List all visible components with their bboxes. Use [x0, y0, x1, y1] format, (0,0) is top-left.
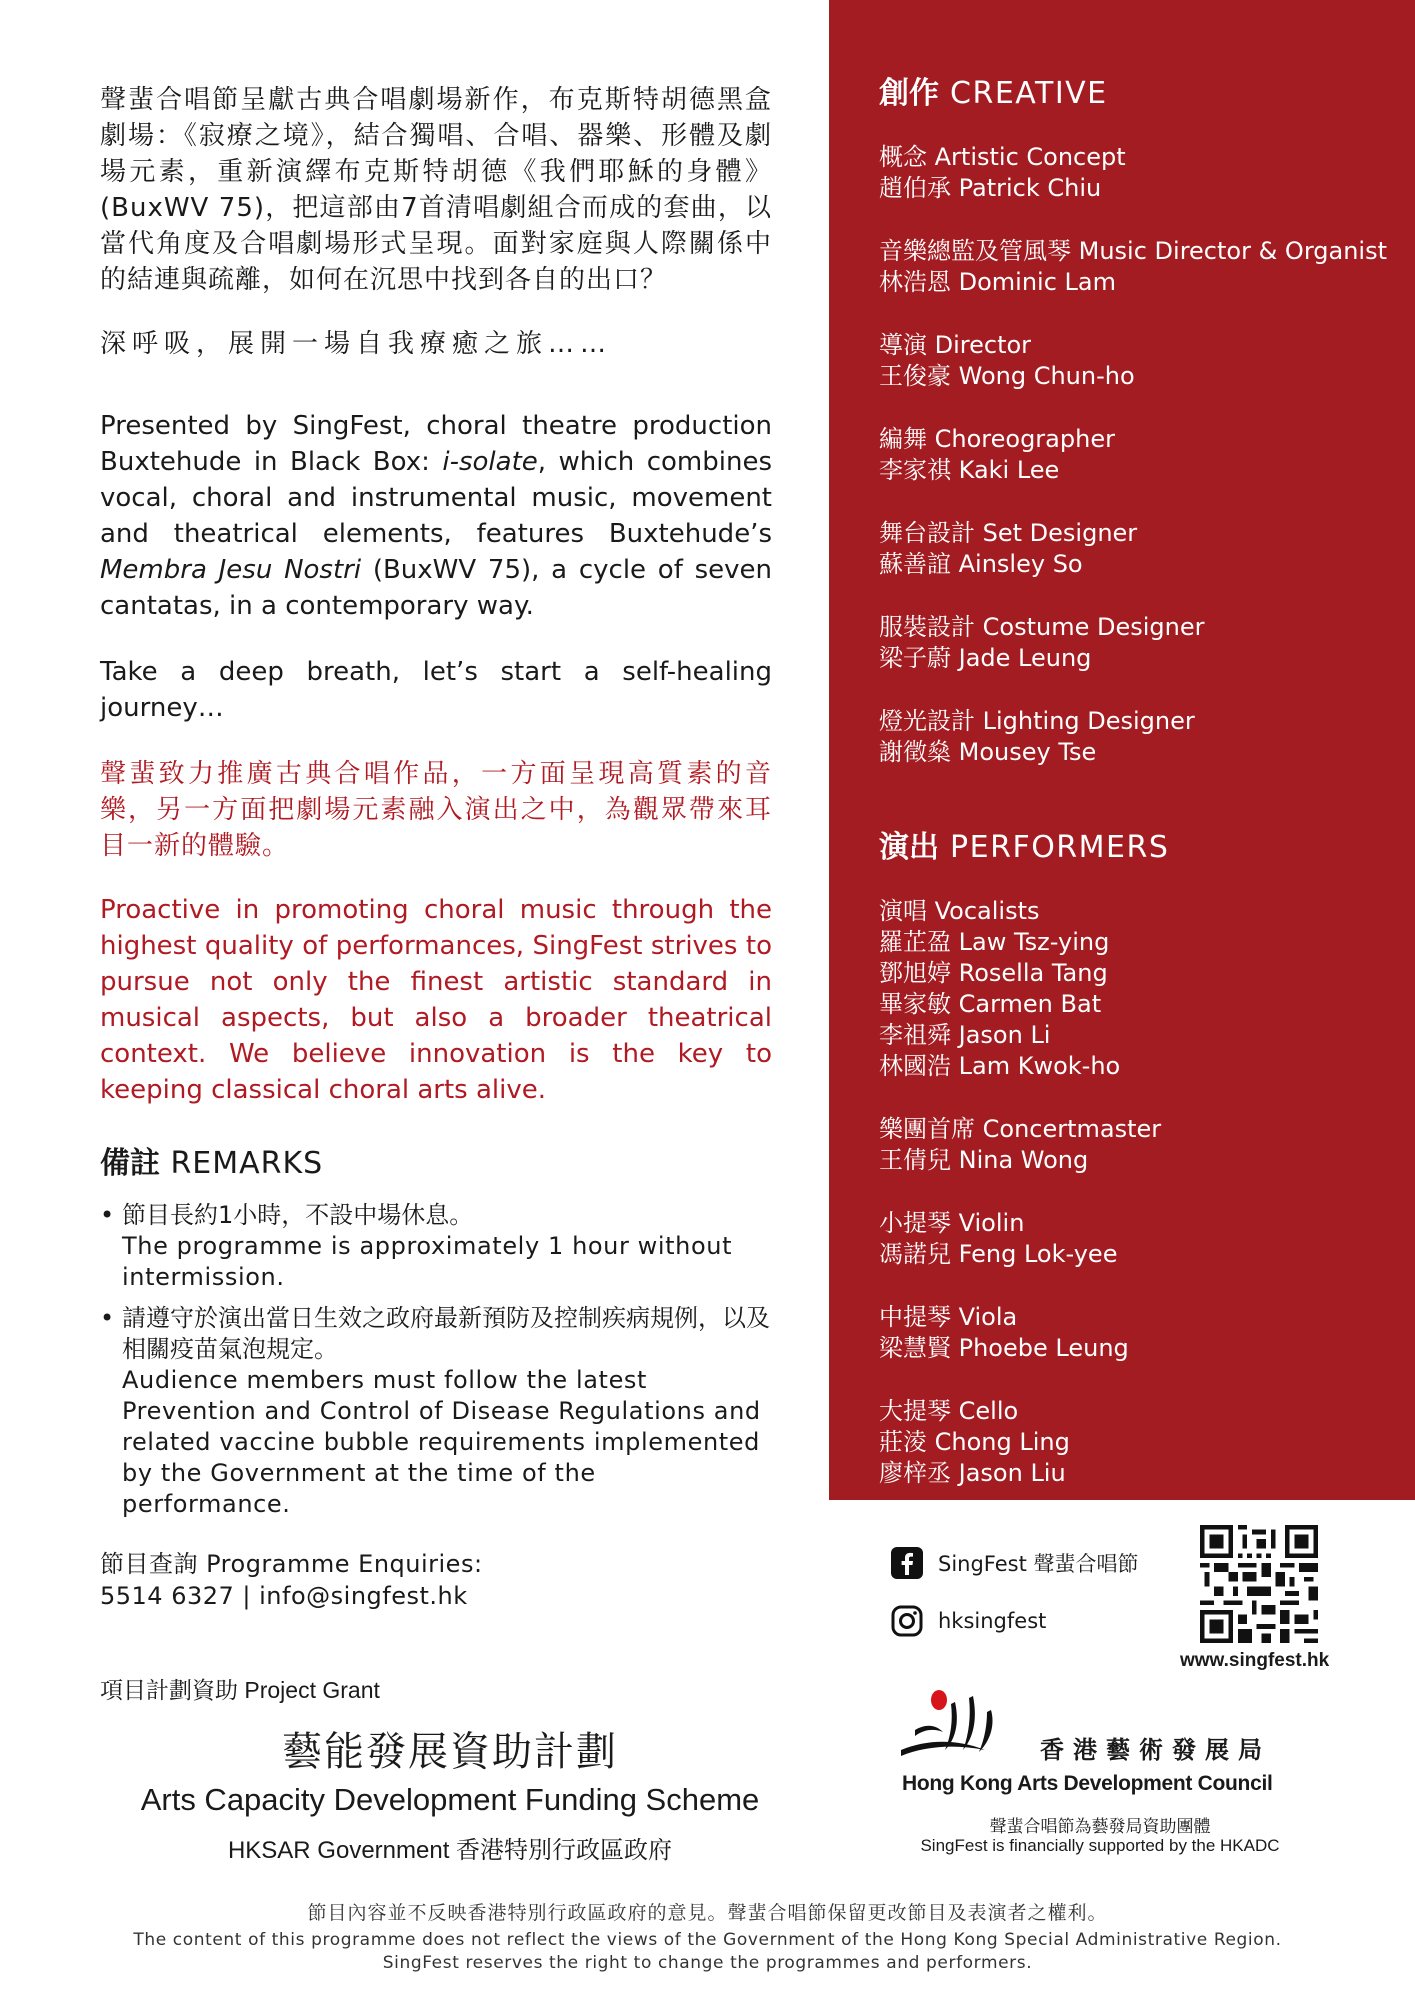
intro-en-paragraph: [100, 408, 772, 624]
credit-name: 王俊豪 Wong Chun-ho: [879, 362, 1135, 390]
credit-name: 莊淩 Chong Ling: [879, 1428, 1070, 1456]
creative-heading-en: CREATIVE: [950, 76, 1108, 111]
credit-viola: [879, 1302, 1415, 1364]
remark-zh: 節目長約1小時，不設中場休息。: [122, 1201, 474, 1229]
grant-label: 項目計劃資助 Project Grant: [100, 1677, 380, 1703]
enquiries-contact[interactable]: 5514 6327 | info@singfest.hk: [100, 1582, 468, 1610]
scheme-government: HKSAR Government 香港特別行政區政府: [227, 1837, 673, 1864]
remarks-heading: [100, 1138, 772, 1182]
remarks-heading-zh: 備註: [100, 1146, 160, 1181]
remark-item: [100, 1200, 772, 1293]
qr-code[interactable]: [1200, 1525, 1318, 1643]
scheme-en: Arts Capacity Development Funding Scheme: [140, 1782, 760, 1817]
credit-role: 舞台設計 Set Designer: [879, 519, 1138, 547]
credit-violin: [879, 1208, 1415, 1270]
disclaimer-en-line2: SingFest reserves the right to change the programmes and performers.: [382, 1953, 1033, 1973]
credit-name: 趙伯承 Patrick Chiu: [879, 174, 1102, 202]
scheme-zh: 藝能發展資助計劃: [282, 1729, 618, 1775]
credit-name: 鄧旭婷 Rosella Tang: [879, 959, 1108, 987]
credit-role: 服裝設計 Costume Designer: [879, 613, 1205, 641]
remark-zh: 請遵守於演出當日生效之政府最新預防及控制疾病規例，以及相關疫苗氣泡規定。: [122, 1304, 770, 1363]
production-title: i-solate: [442, 447, 538, 477]
remarks-heading-en: REMARKS: [170, 1146, 324, 1181]
disclaimer-en-line1: The content of this programme does not reflect the views of the Government of the Hong Kong Special Administrative Region.: [133, 1930, 1282, 1950]
mission-zh: 聲蜚致力推廣古典合唱作品，一方面呈現高質素的音樂，另一方面把劇場元素融入演出之中，為觀眾帶來耳目一新的體驗。: [100, 759, 772, 861]
remark-en: The programme is approximately 1 hour without intermission.: [122, 1232, 733, 1291]
bullet: •: [100, 1304, 115, 1332]
credit-name: 王倩兒 Nina Wong: [879, 1146, 1089, 1174]
credit-vocalists: [879, 896, 1415, 1082]
creative-heading-zh: 創作: [879, 76, 939, 111]
credit-name: 李家祺 Kaki Lee: [879, 456, 1060, 484]
credit-name: 李祖舜 Jason Li: [879, 1021, 1051, 1049]
support-zh: 聲蜚合唱節為藝發局資助團體: [989, 1817, 1211, 1837]
hkadc-logo-icon: [895, 1690, 1025, 1770]
credit-role: 大提琴 Cello: [879, 1397, 1019, 1425]
disclaimer: [0, 1898, 1415, 1975]
instagram-link[interactable]: [890, 1603, 1139, 1639]
credit-name: 林國浩 Lam Kwok-ho: [879, 1052, 1121, 1080]
credit-item: [879, 142, 1415, 204]
credit-cello: [879, 1396, 1415, 1489]
mission-en: Proactive in promoting choral music through the highest quality of performances, SingFest strives to pursue not only the finest artistic standard in musical aspects, but also a broader theatrical context. We believe innovation is the key to keeping classical choral arts alive.: [100, 895, 772, 1105]
credit-role: 小提琴 Violin: [879, 1209, 1025, 1237]
credits-panel: [829, 0, 1415, 1500]
facebook-icon: [890, 1546, 924, 1580]
facebook-label: SingFest 聲蜚合唱節: [938, 1552, 1139, 1576]
credit-item: [879, 706, 1415, 768]
intro-en-part3: (BuxWV 75), a cycle of seven cantatas, in a contemporary way.: [100, 555, 772, 621]
remark-item: [100, 1303, 772, 1520]
credit-item: [879, 236, 1415, 298]
credit-role: 樂團首席 Concertmaster: [879, 1115, 1162, 1143]
bullet: •: [100, 1201, 115, 1229]
performers-heading-zh: 演出: [879, 830, 939, 865]
support-en: SingFest is financially supported by the HKADC: [920, 1836, 1280, 1855]
intro-en-part2: , which combines vocal, choral and instrumental music, movement and theatrical elements, features Buxtehude’s: [100, 447, 773, 549]
enquiries: [100, 1548, 772, 1612]
credit-name: 廖梓丞 Jason Liu: [879, 1459, 1066, 1487]
credit-name: 梁慧賢 Phoebe Leung: [879, 1334, 1129, 1362]
enquiries-label: 節目查詢 Programme Enquiries:: [100, 1550, 483, 1578]
credit-name: 謝徵燊 Mousey Tse: [879, 738, 1097, 766]
instagram-icon: [890, 1604, 924, 1638]
performers-heading: [879, 822, 1415, 866]
left-column: [100, 82, 772, 1612]
remark-en: Audience members must follow the latest Prevention and Control of Disease Regulations and related vaccine bubble requirements implemented by the Government at the time of the performance.: [122, 1366, 761, 1518]
social-links: [890, 1545, 1139, 1661]
credit-name: 林浩恩 Dominic Lam: [879, 268, 1116, 296]
credit-concertmaster: [879, 1114, 1415, 1176]
credit-role: 編舞 Choreographer: [879, 425, 1115, 453]
credit-role: 中提琴 Viola: [879, 1303, 1018, 1331]
facebook-link[interactable]: [890, 1545, 1139, 1581]
credit-name: 畢家敏 Carmen Bat: [879, 990, 1102, 1018]
credit-item: [879, 518, 1415, 580]
credit-item: [879, 330, 1415, 392]
website-link[interactable]: www.singfest.hk: [1180, 1650, 1330, 1671]
instagram-label: hksingfest: [938, 1609, 1047, 1633]
hkadc-name-zh: 香港藝術發展局: [1040, 1736, 1271, 1764]
intro-zh-paragraph: 聲蜚合唱節呈獻古典合唱劇場新作，布克斯特胡德黑盒劇場：《寂療之境》，結合獨唱、合唱、器樂、形體及劇場元素，重新演繹布克斯特胡德《我們耶穌的身體》(BuxWV 75)，把這部由7首清唱劇組合而成的套曲，以當代角度及合唱劇場形式呈現。面對家庭與人際關係中的結連與疏離，如何在沉思中找到各自的出口？: [100, 85, 772, 295]
intro-en-part1: Presented by SingFest, choral theatre production Buxtehude in Black Box:: [100, 411, 772, 477]
performers-heading-en: PERFORMERS: [950, 830, 1170, 865]
hkadc-name-en: Hong Kong Arts Development Council: [902, 1772, 1273, 1795]
intro-zh-breath: 深呼吸，展開一場自我療癒之旅……: [100, 329, 613, 359]
credit-role: 音樂總監及管風琴 Music Director & Organist: [879, 237, 1387, 265]
work-title: Membra Jesu Nostri: [100, 555, 362, 585]
credit-item: [879, 424, 1415, 486]
credit-name: 梁子蔚 Jade Leung: [879, 644, 1092, 672]
credit-name: 蘇善誼 Ainsley So: [879, 550, 1083, 578]
credit-name: 馮諾兒 Feng Lok-yee: [879, 1240, 1118, 1268]
disclaimer-zh: 節目內容並不反映香港特別行政區政府的意見。聲蜚合唱節保留更改節目及表演者之權利。: [307, 1902, 1108, 1924]
credit-role: 導演 Director: [879, 331, 1032, 359]
intro-en-breath: Take a deep breath, let’s start a self-healing journey…: [100, 657, 772, 723]
credit-name: 羅芷盈 Law Tsz-ying: [879, 928, 1110, 956]
credit-role: 概念 Artistic Concept: [879, 143, 1126, 171]
credit-item: [879, 612, 1415, 674]
creative-heading: [879, 68, 1415, 112]
credit-role: 燈光設計 Lighting Designer: [879, 707, 1195, 735]
credit-role: 演唱 Vocalists: [879, 897, 1040, 925]
